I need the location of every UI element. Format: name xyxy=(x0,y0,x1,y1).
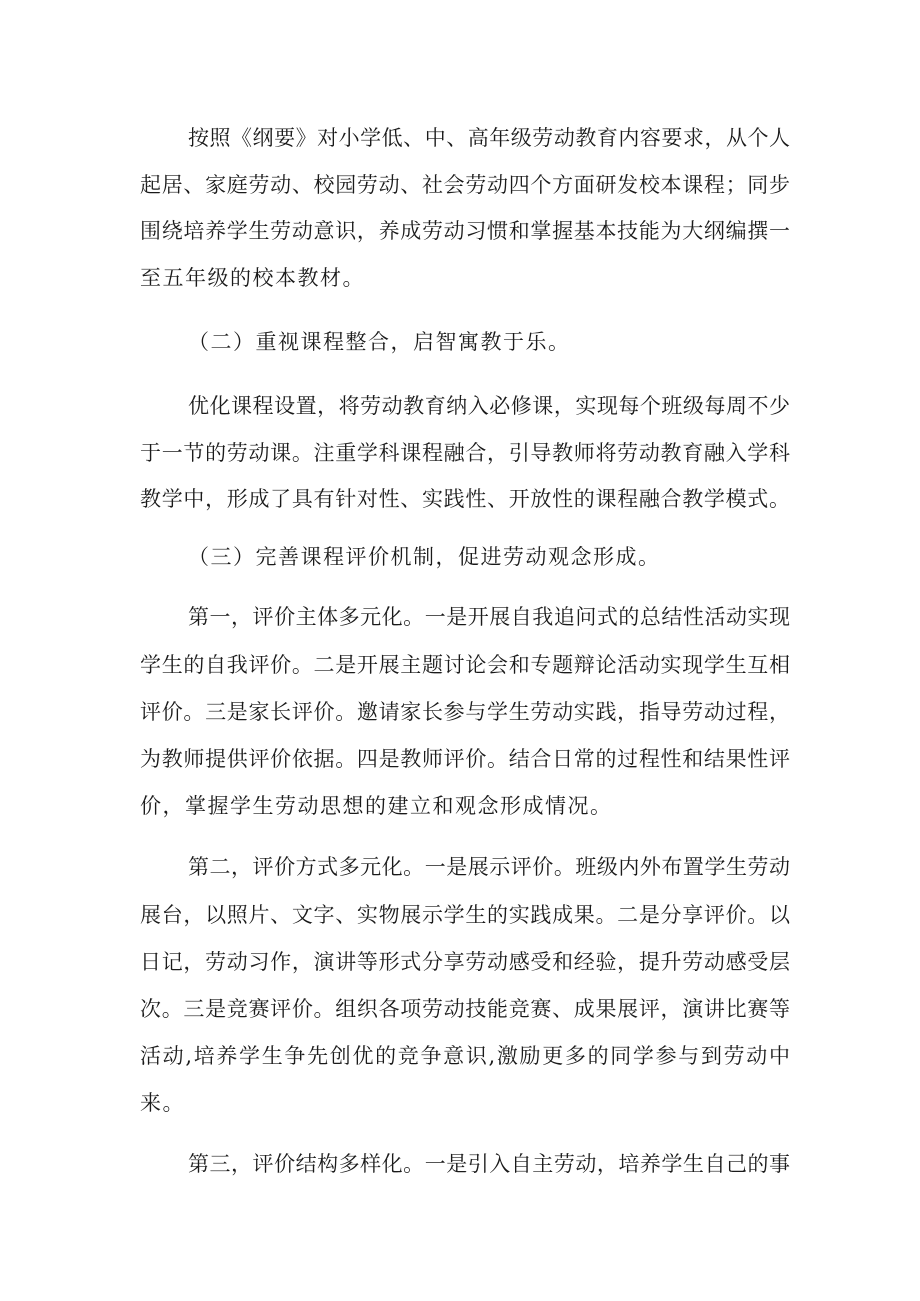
paragraph-3-line-2: 学生的自我评价。二是开展主题讨论会和专题辩论活动实现学生互相 xyxy=(140,653,790,677)
paragraph-3-line-1: 第一，评价主体多元化。一是开展自我追问式的总结性活动实现 xyxy=(188,605,790,629)
paragraph-4-line-1: 第二，评价方式多元化。一是展示评价。班级内外布置学生劳动 xyxy=(188,855,790,879)
paragraph-4-line-4: 次。三是竞赛评价。组织各项劳动技能竞赛、成果展评，演讲比赛等 xyxy=(140,997,790,1021)
section-heading-3: （三）完善课程评价机制，促进劳动观念形成。 xyxy=(188,545,661,569)
paragraph-1-line-3: 围绕培养学生劳动意识，养成劳动习惯和掌握基本技能为大纲编撰一 xyxy=(140,219,790,243)
paragraph-1-line-1: 按照《纲要》对小学低、中、高年级劳动教育内容要求，从个人 xyxy=(188,126,790,150)
paragraph-3-line-4: 为教师提供评价依据。四是教师评价。结合日常的过程性和结果性评 xyxy=(140,747,790,771)
section-heading-2: （二）重视课程整合，启智寓教于乐。 xyxy=(188,330,571,354)
paragraph-4-line-5: 活动,培养学生争先创优的竞争意识,激励更多的同学参与到劳动中 xyxy=(140,1044,790,1068)
paragraph-2-line-2: 于一节的劳动课。注重学科课程融合，引导教师将劳动教育融入学科 xyxy=(140,441,790,465)
paragraph-2-line-1: 优化课程设置，将劳动教育纳入必修课，实现每个班级每周不少 xyxy=(188,394,790,418)
paragraph-3-line-3: 评价。三是家长评价。邀请家长参与学生劳动实践，指导劳动过程， xyxy=(140,700,790,724)
paragraph-2-line-3: 教学中，形成了具有针对性、实践性、开放性的课程融合教学模式。 xyxy=(140,487,790,511)
paragraph-1-line-2: 起居、家庭劳动、校园劳动、社会劳动四个方面研发校本课程；同步 xyxy=(140,173,790,197)
paragraph-4-line-2: 展台，以照片、文字、实物展示学生的实践成果。二是分享评价。以 xyxy=(140,903,790,927)
paragraph-3-line-5: 价，掌握学生劳动思想的建立和观念形成情况。 xyxy=(140,794,613,818)
paragraph-5-line-1: 第三，评价结构多样化。一是引入自主劳动，培养学生自己的事 xyxy=(188,1152,790,1176)
paragraph-4-line-6: 来。 xyxy=(140,1091,185,1115)
paragraph-4-line-3: 日记，劳动习作，演讲等形式分享劳动感受和经验，提升劳动感受层 xyxy=(140,950,790,974)
paragraph-1-line-4: 至五年级的校本教材。 xyxy=(140,266,365,290)
